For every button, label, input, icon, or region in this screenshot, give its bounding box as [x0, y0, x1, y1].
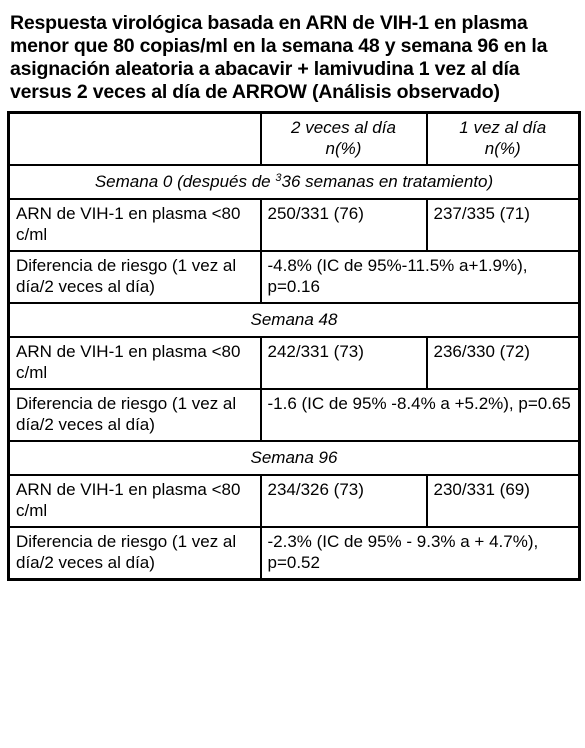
section-label-week-96: Semana 96: [9, 441, 580, 475]
row-label: ARN de VIH-1 en plasma <80 c/ml: [9, 199, 261, 251]
table-row: [9, 199, 580, 251]
row-label: Diferencia de riesgo (1 vez al día/2 veces al día): [9, 527, 261, 580]
table-row: [9, 389, 580, 441]
cell-once-daily: 237/335 (71): [427, 199, 580, 251]
row-label: ARN de VIH-1 en plasma <80 c/ml: [9, 475, 261, 527]
table-title: Respuesta virológica basada en ARN de VIH-1 en plasma menor que 80 copias/ml en la semana 48 y semana 96 en la asignación aleatoria a abacavir + lamivudina 1 vez al día versus 2 veces al día de ARROW (Análisis observado): [10, 12, 548, 103]
section-row-week-0: [9, 165, 580, 199]
cell-once-daily: 230/331 (69): [427, 475, 580, 527]
cell-once-daily: 236/330 (72): [427, 337, 580, 389]
row-label: Diferencia de riesgo (1 vez al día/2 veces al día): [9, 251, 261, 303]
table-row: [9, 527, 580, 580]
section-label-week-0: [9, 165, 580, 199]
table-row: [9, 251, 580, 303]
cell-risk-difference: -4.8% (IC de 95%-11.5% a+1.9%), p=0.16: [261, 251, 580, 303]
cell-twice-daily: 250/331 (76): [261, 199, 427, 251]
section-row-week-96: [9, 441, 580, 475]
cell-risk-difference: -1.6 (IC de 95% -8.4% a +5.2%), p=0.65: [261, 389, 580, 441]
section-label-week-0-sup: 3: [275, 172, 282, 184]
cell-twice-daily: 242/331 (73): [261, 337, 427, 389]
cell-risk-difference: -2.3% (IC de 95% - 9.3% a + 4.7%), p=0.52: [261, 527, 580, 580]
results-table: [7, 111, 581, 581]
header-twice-daily-label: 2 veces al día: [291, 118, 396, 137]
header-once-daily: [427, 113, 580, 166]
section-label-week-48: Semana 48: [9, 303, 580, 337]
header-twice-daily: [261, 113, 427, 166]
header-empty-cell: [9, 113, 261, 166]
section-row-week-48: [9, 303, 580, 337]
header-once-daily-label: 1 vez al día: [459, 118, 547, 137]
cell-twice-daily: 234/326 (73): [261, 475, 427, 527]
header-once-daily-unit: n(%): [484, 139, 521, 158]
section-label-week-0-after: 36 semanas en tratamiento): [281, 172, 494, 191]
header-row: [9, 113, 580, 166]
table-row: [9, 337, 580, 389]
row-label: Diferencia de riesgo (1 vez al día/2 veces al día): [9, 389, 261, 441]
header-twice-daily-unit: n(%): [325, 139, 362, 158]
row-label: ARN de VIH-1 en plasma <80 c/ml: [9, 337, 261, 389]
section-label-week-0-before: Semana 0 (después de: [94, 172, 276, 191]
table-row: [9, 475, 580, 527]
